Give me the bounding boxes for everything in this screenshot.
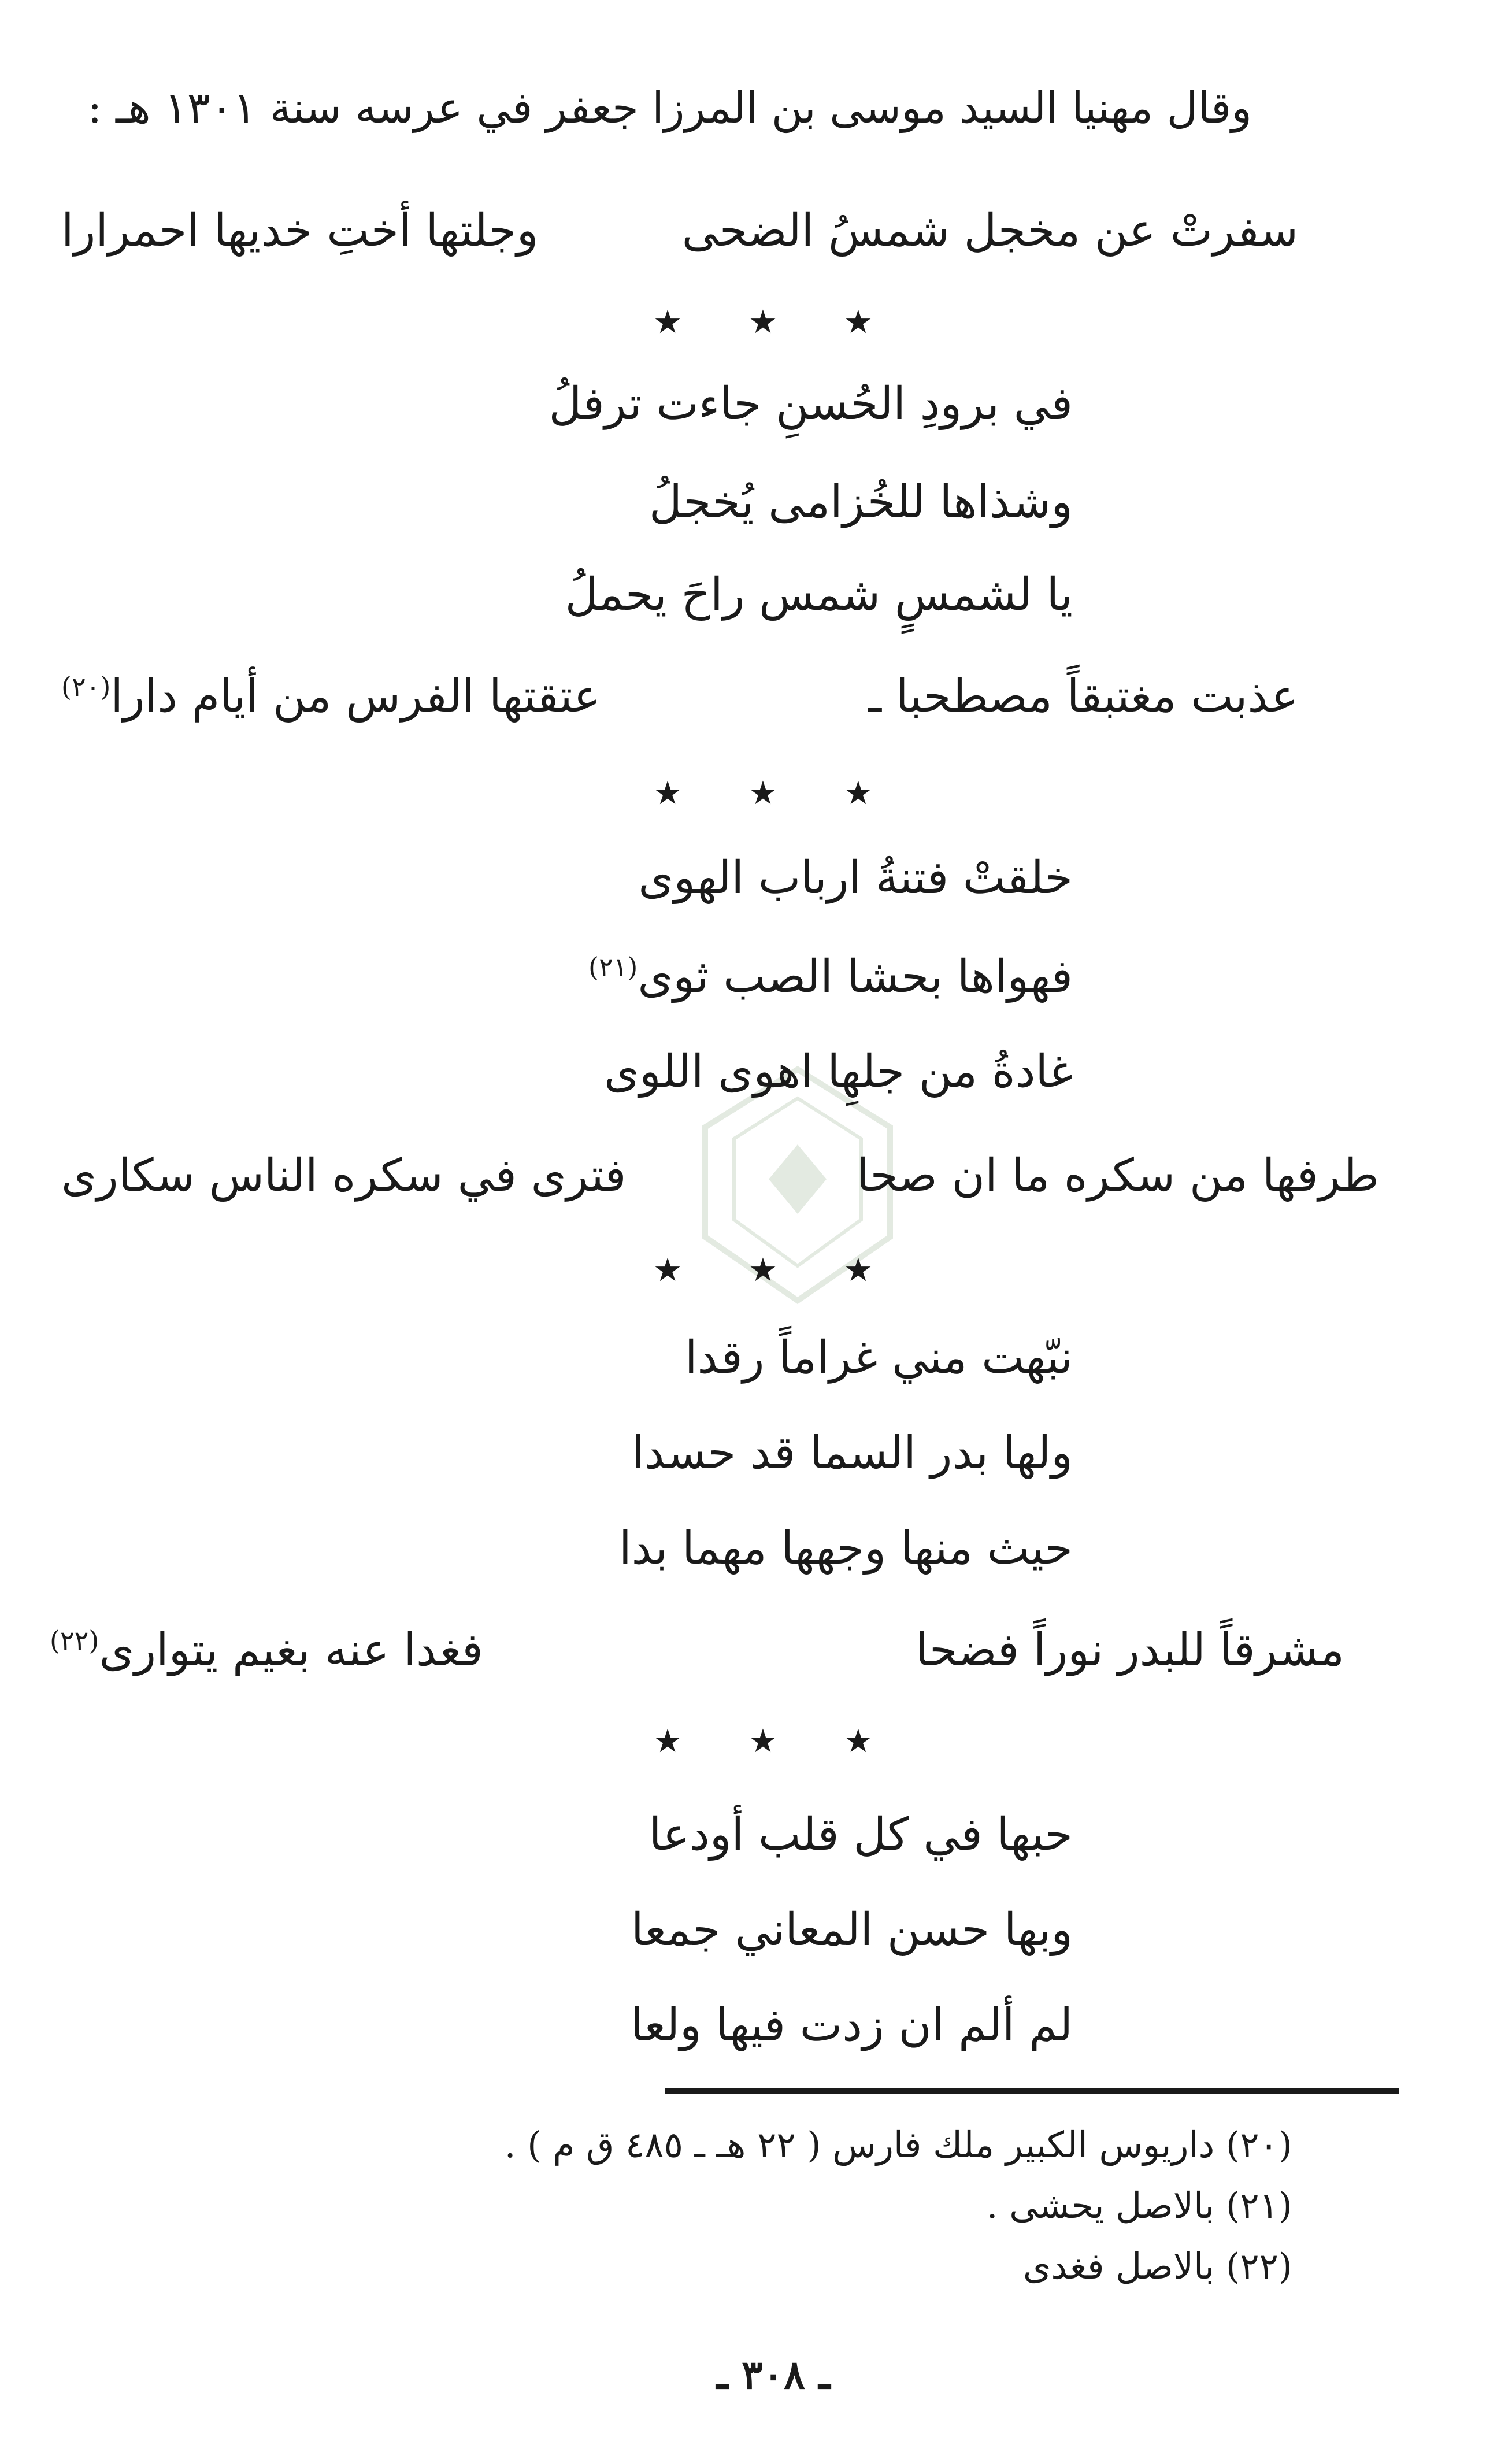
footnote: (٢١) بالاصل يحشى .	[986, 2184, 1292, 2227]
star-icon: ★	[748, 1723, 778, 1760]
couplet-left-hemistich: عتقتها الفرس من أيام دارا$^{(٢٠)}$	[61, 671, 601, 723]
verse-line: لم ألم ان زدت فيها ولعا	[630, 1999, 1073, 2051]
footnote-divider	[665, 2088, 1399, 2094]
verse-line: حبها في كل قلب أودعا	[648, 1809, 1073, 1861]
star-icon: ★	[653, 1251, 683, 1289]
verse-line: في برودِ الحُسنِ جاءت ترفلُ	[549, 378, 1073, 430]
couplet-right-hemistich: سفرتْ عن مخجل شمسُ الضحى	[681, 205, 1298, 257]
footnote-ref: (٢٠)	[61, 671, 111, 702]
stars-separator	[653, 303, 873, 341]
footnote: (٢٠) داريوس الكبير ملك فارس ( ٢٢ هـ ـ ٤٨٥ ق م ) .	[504, 2124, 1292, 2166]
verse-line: فهواها بحشا الصب ثوى$^{(٢١)}$	[588, 951, 1073, 1003]
page-number: ـ ٣٠٨ ـ	[716, 2352, 831, 2398]
verse-line: وشذاها للخُزامى يُخجلُ	[648, 476, 1073, 528]
verse-line: حيث منها وجهها مهما بدا	[618, 1523, 1073, 1575]
star-icon: ★	[653, 1723, 683, 1760]
stars-separator	[653, 1251, 873, 1289]
stanza-couplet	[61, 1150, 1379, 1202]
couplet-left-hemistich: وجلتها أختِ خديها احمرارا	[61, 205, 539, 257]
couplet-left-hemistich: فغدا عنه بغيم يتوارى$^{(٢٢)}$	[50, 1624, 483, 1676]
star-icon: ★	[653, 303, 683, 341]
verse-line: غادةُ من جلهِا اهوى اللوى	[603, 1046, 1073, 1098]
couplet-right-hemistich: طرفها من سكره ما ان صحا	[856, 1150, 1379, 1202]
couplet-left-hemistich: فترى في سكره الناس سكارى	[61, 1150, 627, 1202]
star-icon: ★	[843, 775, 873, 812]
stanza-couplet	[61, 671, 1298, 723]
star-icon: ★	[748, 303, 778, 341]
footnote-ref: (٢٢)	[50, 1625, 99, 1656]
star-icon: ★	[843, 303, 873, 341]
footnote-ref: (٢١)	[588, 951, 638, 983]
star-icon: ★	[653, 775, 683, 812]
stanza-couplet	[50, 1624, 1344, 1676]
couplet-right-hemistich: عذبت مغتبقاً مصطحبا ـ	[868, 671, 1298, 723]
verse-line: وبها حسن المعاني جمعا	[631, 1904, 1073, 1956]
stars-separator	[653, 1725, 873, 1758]
star-icon: ★	[748, 775, 778, 812]
stars-separator	[653, 777, 873, 810]
verse-line: نبّهت مني غراماً رقدا	[684, 1332, 1073, 1384]
couplet-right-hemistich: مشرقاً للبدر نوراً فضحا	[916, 1624, 1344, 1676]
opening-couplet	[61, 205, 1298, 257]
verse-line: ولها بدر السما قد حسدا	[631, 1427, 1073, 1479]
verse-line: يا لشمسٍ شمس راحَ يحملُ	[565, 569, 1073, 621]
star-icon: ★	[843, 1251, 873, 1289]
verse-line: خلقتْ فتنةُ ارباب الهوى	[638, 852, 1073, 904]
footnote: (٢٢) بالاصل فغدى	[1022, 2245, 1292, 2287]
star-icon: ★	[843, 1723, 873, 1760]
intro-heading: وقال مهنيا السيد موسى بن المرزا جعفر في عرسه سنة ١٣٠١ هـ :	[87, 83, 1252, 133]
star-icon: ★	[748, 1251, 778, 1289]
